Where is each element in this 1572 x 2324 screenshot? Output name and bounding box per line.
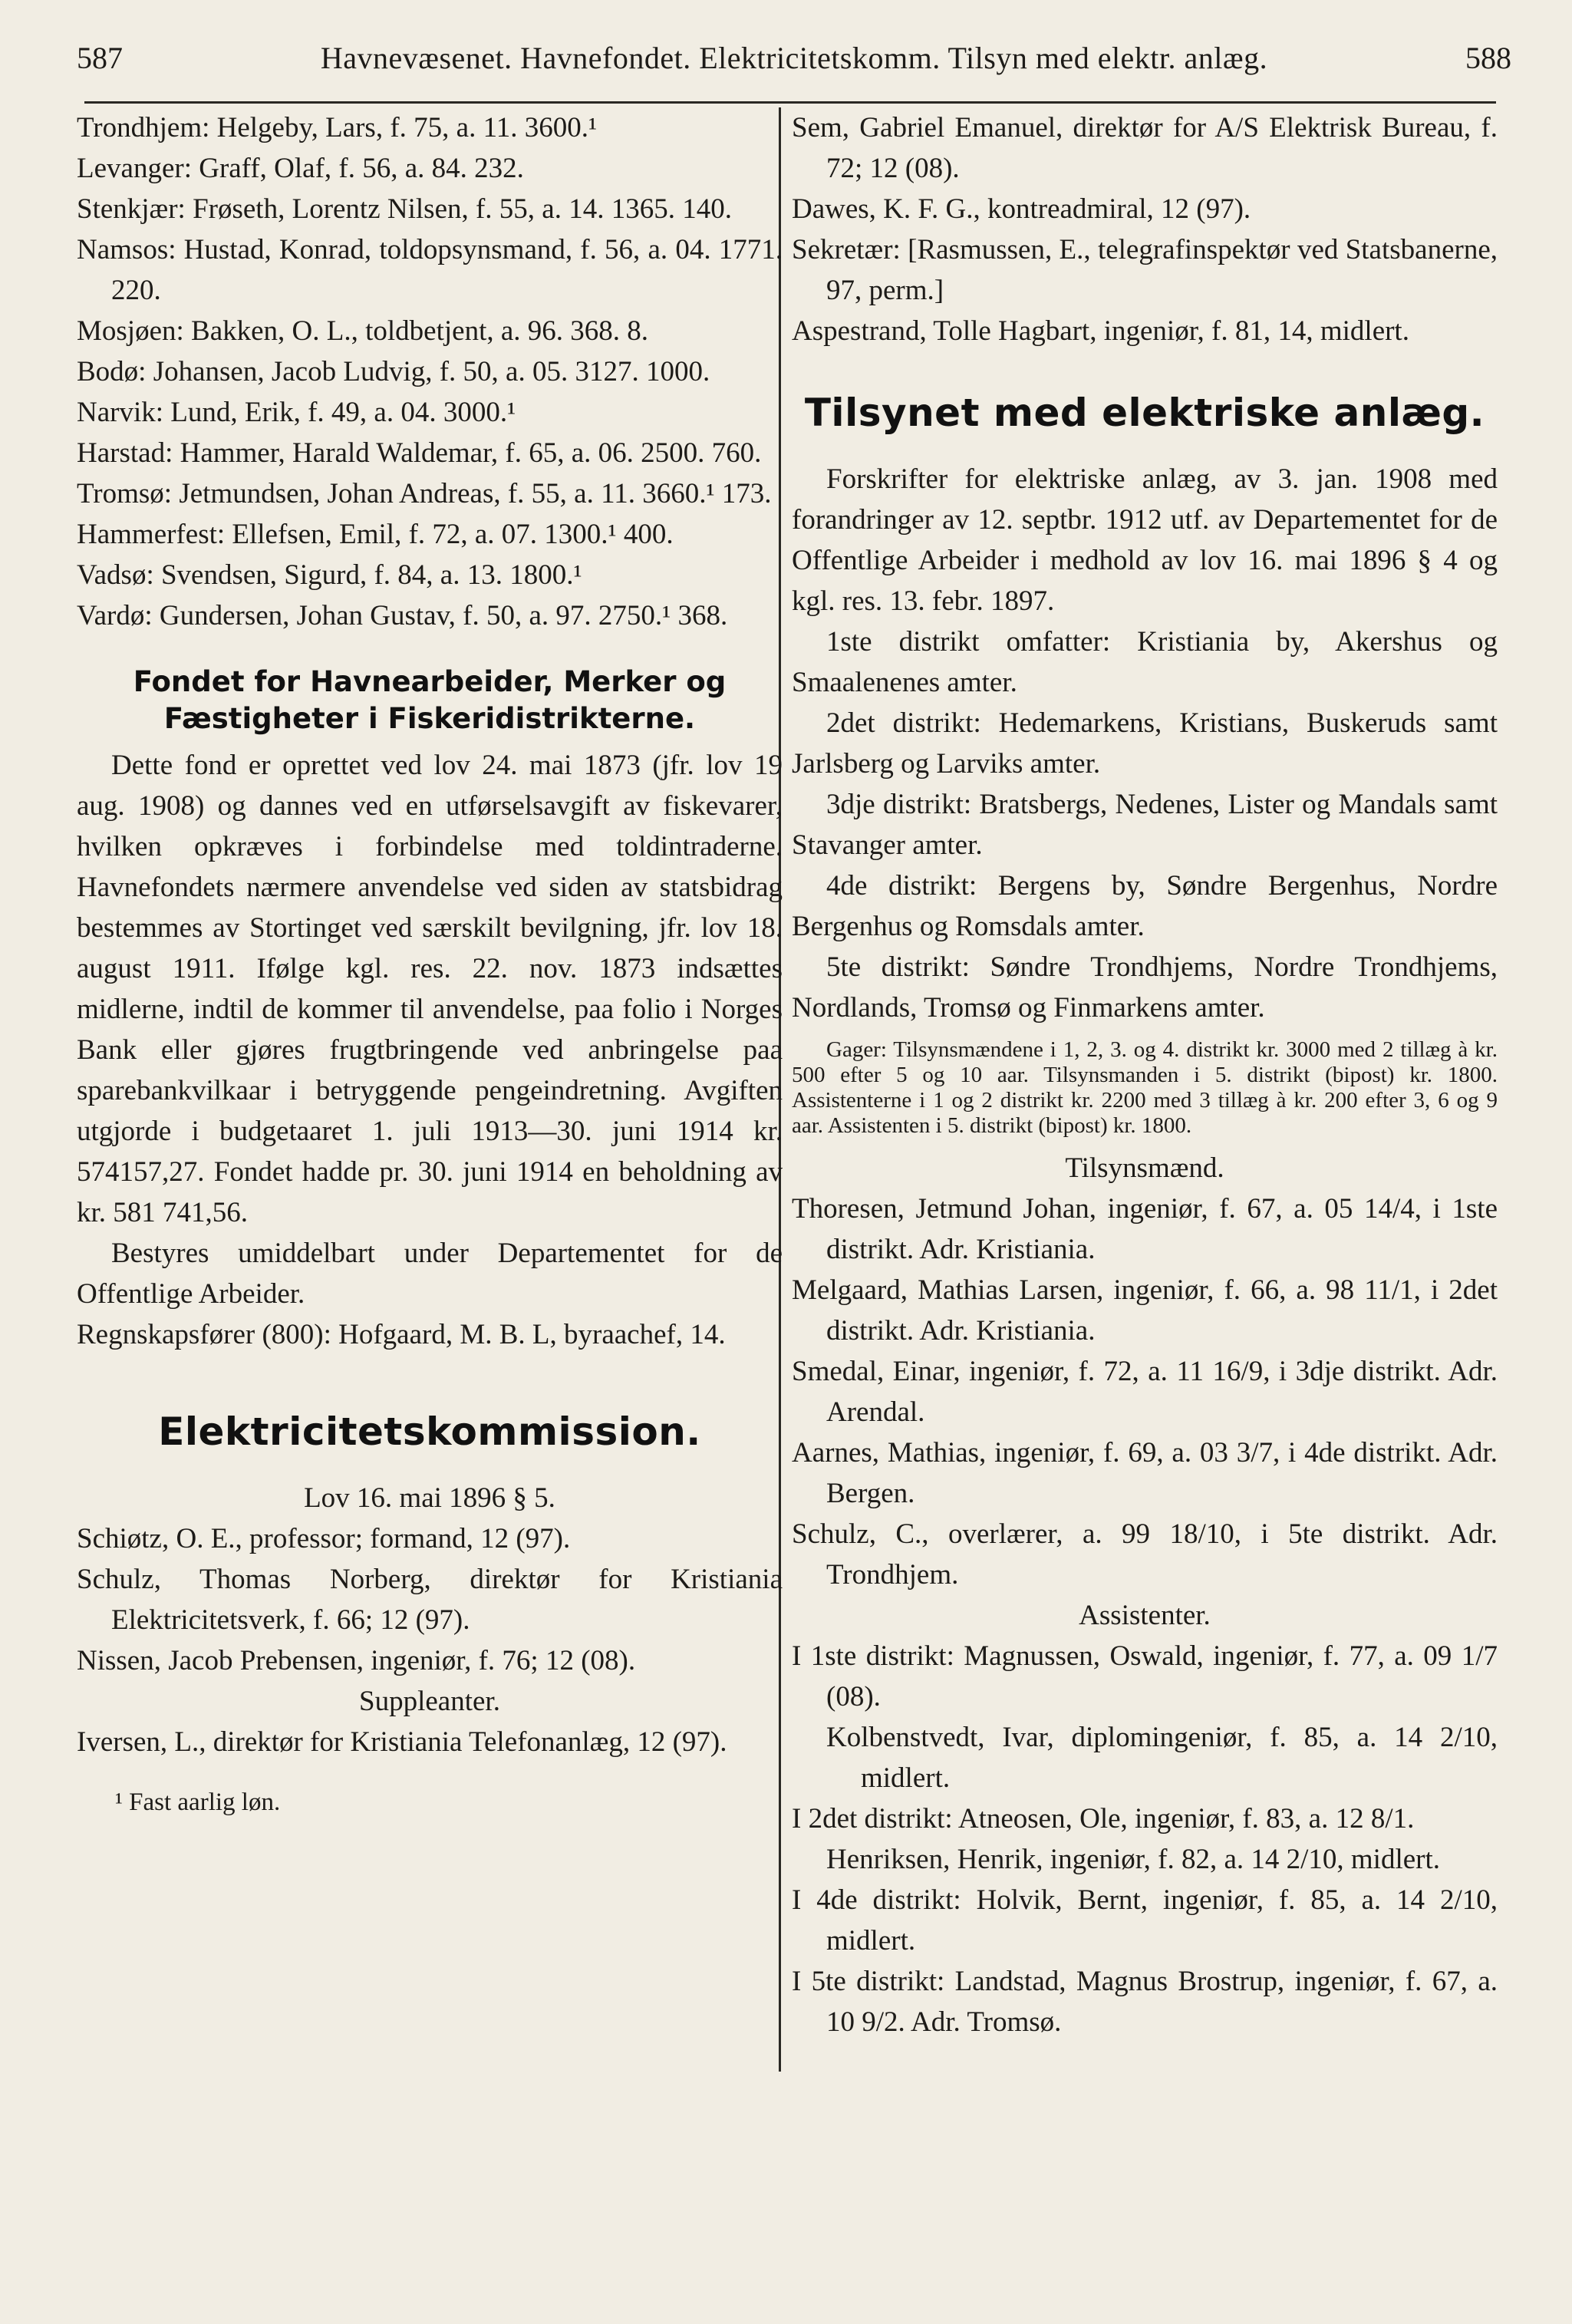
lov-reference: Lov 16. mai 1896 § 5. (304, 1482, 555, 1514)
running-title: Havnevæsenet. Havnefondet. Elektricitetskomm. Tilsyn med elektr. anlæg. (320, 40, 1268, 75)
footnote: ¹ Fast aarlig løn. (115, 1788, 281, 1816)
member-entry: Schiøtz, O. E., professor; formand, 12 (97). (77, 1523, 571, 1554)
assistant-entry: I 2det distrikt: Atneosen, Ole, ingeniør, f. 83, a. 12 8/1. (792, 1803, 1415, 1834)
member-entry: Nissen, Jacob Prebensen, ingeniør, f. 76; 12 (08). (77, 1645, 636, 1676)
inspector-entry: Thoresen, Jetmund Johan, ingeniør, f. 67, a. 05 14/4, i 1ste distrikt. Adr. Kristiania. (792, 1193, 1498, 1265)
right-column (792, 107, 1498, 2042)
suppleant-entry: Iversen, L., direktør for Kristiania Telefonanlæg, 12 (97). (77, 1726, 727, 1758)
official-entry: Tromsø: Jetmundsen, Johan Andreas, f. 55, a. 11. 3660.¹ 173. (77, 478, 772, 509)
page-header (77, 31, 1511, 84)
gager-note: Gager: Tilsynsmændene i 1, 2, 3. og 4. distrikt kr. 3000 med 2 tillæg à kr. 500 efter 5 og 10 aar. Tilsynsmanden i 5. distrikt (bipost) kr. 1800. Assistenterne i 1 og 2 distrikt kr. 2200 med 3 tillæg à kr. 200 efter 3, 6 og 9 aar. Assistenten i 5. distrikt (bipost) kr. 1800. (792, 1037, 1498, 1138)
official-entry: Levanger: Graff, Olaf, f. 56, a. 84. 232. (77, 153, 524, 184)
official-entry: Stenkjær: Frøseth, Lorentz Nilsen, f. 55, a. 14. 1365. 140. (77, 193, 732, 225)
assistant-entry: Kolbenstvedt, Ivar, diplomingeniør, f. 85, a. 14 2/10, midlert. (826, 1722, 1498, 1794)
inspector-entry: Melgaard, Mathias Larsen, ingeniør, f. 66, a. 98 11/1, i 2det distrikt. Adr. Kristiania. (792, 1274, 1498, 1347)
header-rule (84, 101, 1496, 104)
commission-entry: Dawes, K. F. G., kontreadmiral, 12 (97). (792, 193, 1251, 225)
elektricitetskommission-heading: Elektricitetskommission. (158, 1409, 701, 1454)
left-page-number: 587 (77, 40, 123, 75)
suppleanter-heading: Suppleanter. (359, 1686, 500, 1717)
official-entry: Namsos: Hustad, Konrad, toldopsynsmand, f. 56, a. 04. 1771. 220. (77, 234, 783, 306)
official-entry: Hammerfest: Ellefsen, Emil, f. 72, a. 07. 1300.¹ 400. (77, 519, 674, 550)
official-entry: Harstad: Hammer, Harald Waldemar, f. 65, a. 06. 2500. 760. (77, 437, 762, 469)
official-entry: Narvik: Lund, Erik, f. 49, a. 04. 3000.¹ (77, 397, 516, 428)
official-entry: Trondhjem: Helgeby, Lars, f. 75, a. 11. 3600.¹ (77, 112, 598, 143)
district-paragraph: 4de distrikt: Bergens by, Søndre Bergenhus, Nordre Bergenhus og Romsdals amter. (792, 870, 1498, 942)
official-entry: Vadsø: Svendsen, Sigurd, f. 84, a. 13. 1800.¹ (77, 559, 582, 591)
member-entry: Schulz, Thomas Norberg, direktør for Kristiania Elektricitetsverk, f. 66; 12 (97). (77, 1564, 783, 1636)
fondet-heading: Fondet for Havnearbeider, Merker og Fæstigheter i Fiskeridistrikterne. (133, 665, 727, 735)
official-entry: Vardø: Gundersen, Johan Gustav, f. 50, a. 97. 2750.¹ 368. (77, 600, 728, 631)
tilsynet-heading: Tilsynet med elektriske anlæg. (804, 391, 1485, 435)
inspector-entry: Smedal, Einar, ingeniør, f. 72, a. 11 16/9, i 3dje distrikt. Adr. Arendal. (792, 1356, 1498, 1428)
assistant-entry: I 4de distrikt: Holvik, Bernt, ingeniør, f. 85, a. 14 2/10, midlert. (792, 1884, 1498, 1956)
right-page-number: 588 (1465, 40, 1511, 75)
official-entry: Bodø: Johansen, Jacob Ludvig, f. 50, a. 05. 3127. 1000. (77, 356, 710, 387)
forskrifter-paragraph: Forskrifter for elektriske anlæg, av 3. jan. 1908 med forandringer av 12. septbr. 1912 utf. av Departementet for de Offentlige Arbeider i medhold av lov 16. mai 1896 § 4 og kgl. res. 13. febr. 1897. (792, 463, 1498, 617)
tilsynsmaend-heading: Tilsynsmænd. (1065, 1152, 1224, 1184)
commission-entry: Aspestrand, Tolle Hagbart, ingeniør, f. 81, 14, midlert. (792, 315, 1409, 347)
assistant-entry: Henriksen, Henrik, ingeniør, f. 82, a. 14 2/10, midlert. (826, 1844, 1441, 1875)
official-entry: Mosjøen: Bakken, O. L., toldbetjent, a. 96. 368. 8. (77, 315, 649, 347)
assistant-entry: I 1ste distrikt: Magnussen, Oswald, ingeniør, f. 77, a. 09 1/7 (08). (792, 1640, 1498, 1713)
commission-entry: Sem, Gabriel Emanuel, direktør for A/S Elektrisk Bureau, f. 72; 12 (08). (792, 112, 1498, 184)
assistant-entry: I 5te distrikt: Landstad, Magnus Brostrup, ingeniør, f. 67, a. 10 9/2. Adr. Tromsø. (792, 1966, 1498, 2038)
left-column (77, 107, 783, 1822)
district-paragraph: 1ste distrikt omfatter: Kristiania by, Akershus og Smaalenenes amter. (792, 626, 1498, 698)
district-paragraph: 2det distrikt: Hedemarkens, Kristians, Buskeruds samt Jarlsberg og Larviks amter. (792, 707, 1498, 780)
bestyres-paragraph: Bestyres umiddelbart under Departementet for de Offentlige Arbeider. (77, 1238, 783, 1310)
district-paragraph: 3dje distrikt: Bratsbergs, Nedenes, Lister og Mandals samt Stavanger amter. (792, 789, 1498, 861)
commission-entry: Sekretær: [Rasmussen, E., telegrafinspektør ved Statsbanerne, 97, perm.] (792, 234, 1498, 306)
assistenter-heading: Assistenter. (1079, 1600, 1211, 1631)
inspector-entry: Aarnes, Mathias, ingeniør, f. 69, a. 03 3/7, i 4de distrikt. Adr. Bergen. (792, 1437, 1498, 1509)
fondet-paragraph: Dette fond er oprettet ved lov 24. mai 1873 (jfr. lov 19 aug. 1908) og dannes ved en utførselsavgift av fiskevarer, hvilken opkræves i forbindelse med toldintraderne. Havnefondets nærmere anvendelse ved siden av statsbidrag bestemmes av Stortinget ved særskilt bevilgning, jfr. lov 18. august 1911. Ifølge kgl. res. 22. nov. 1873 indsættes midlerne, indtil de kommer til anvendelse, paa folio i Norges Bank eller gjøres frugtbringende ved anbringelse paa sparebankvilkaar i betryggende pengeindretning. Avgiften utgjorde i budgetaaret 1. juli 1913—30. juni 1914 kr. 574157,27. Fondet hadde pr. 30. juni 1914 en beholdning av kr. 581 741,56. (77, 750, 783, 1228)
regnskapsforer-entry: Regnskapsfører (800): Hofgaard, M. B. L, byraachef, 14. (77, 1319, 726, 1350)
inspector-entry: Schulz, C., overlærer, a. 99 18/10, i 5te distrikt. Adr. Trondhjem. (792, 1518, 1498, 1591)
district-paragraph: 5te distrikt: Søndre Trondhjems, Nordre Trondhjems, Nordlands, Tromsø og Finmarkens amter. (792, 951, 1498, 1024)
